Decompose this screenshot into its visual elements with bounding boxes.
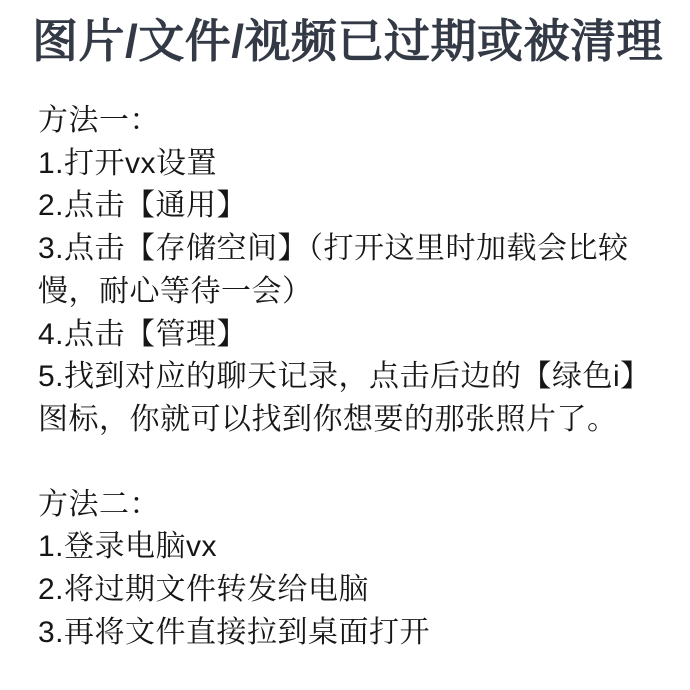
method-2-step-3: 3.再将文件直接拉到桌面打开 xyxy=(38,615,431,649)
method-1-step-3: 3.点击【存储空间】（打开这里时加载会比较慢，耐心等待一会） xyxy=(38,232,629,308)
method-1-heading: 方法一： xyxy=(38,104,160,137)
method-1-step-1: 1.打开vx设置 xyxy=(38,146,218,180)
method-1-step-4: 4.点击【管理】 xyxy=(38,317,248,351)
method-2-section xyxy=(38,484,648,655)
page-title: 图片/文件/视频已过期或被清理 xyxy=(32,15,664,67)
method-2-heading: 方法二： xyxy=(38,487,160,521)
method-2-step-2: 2.将过期文件转发给电脑 xyxy=(38,573,370,607)
method-1-section xyxy=(38,100,648,442)
method-2-step-1: 1.登录电脑vx xyxy=(38,530,218,564)
method-1-step-2: 2.点击【通用】 xyxy=(38,189,248,223)
method-1-step-5: 5.找到对应的聊天记录，点击后边的【绿色i】图标，你就可以找到你想要的那张照片了。 xyxy=(38,360,636,436)
